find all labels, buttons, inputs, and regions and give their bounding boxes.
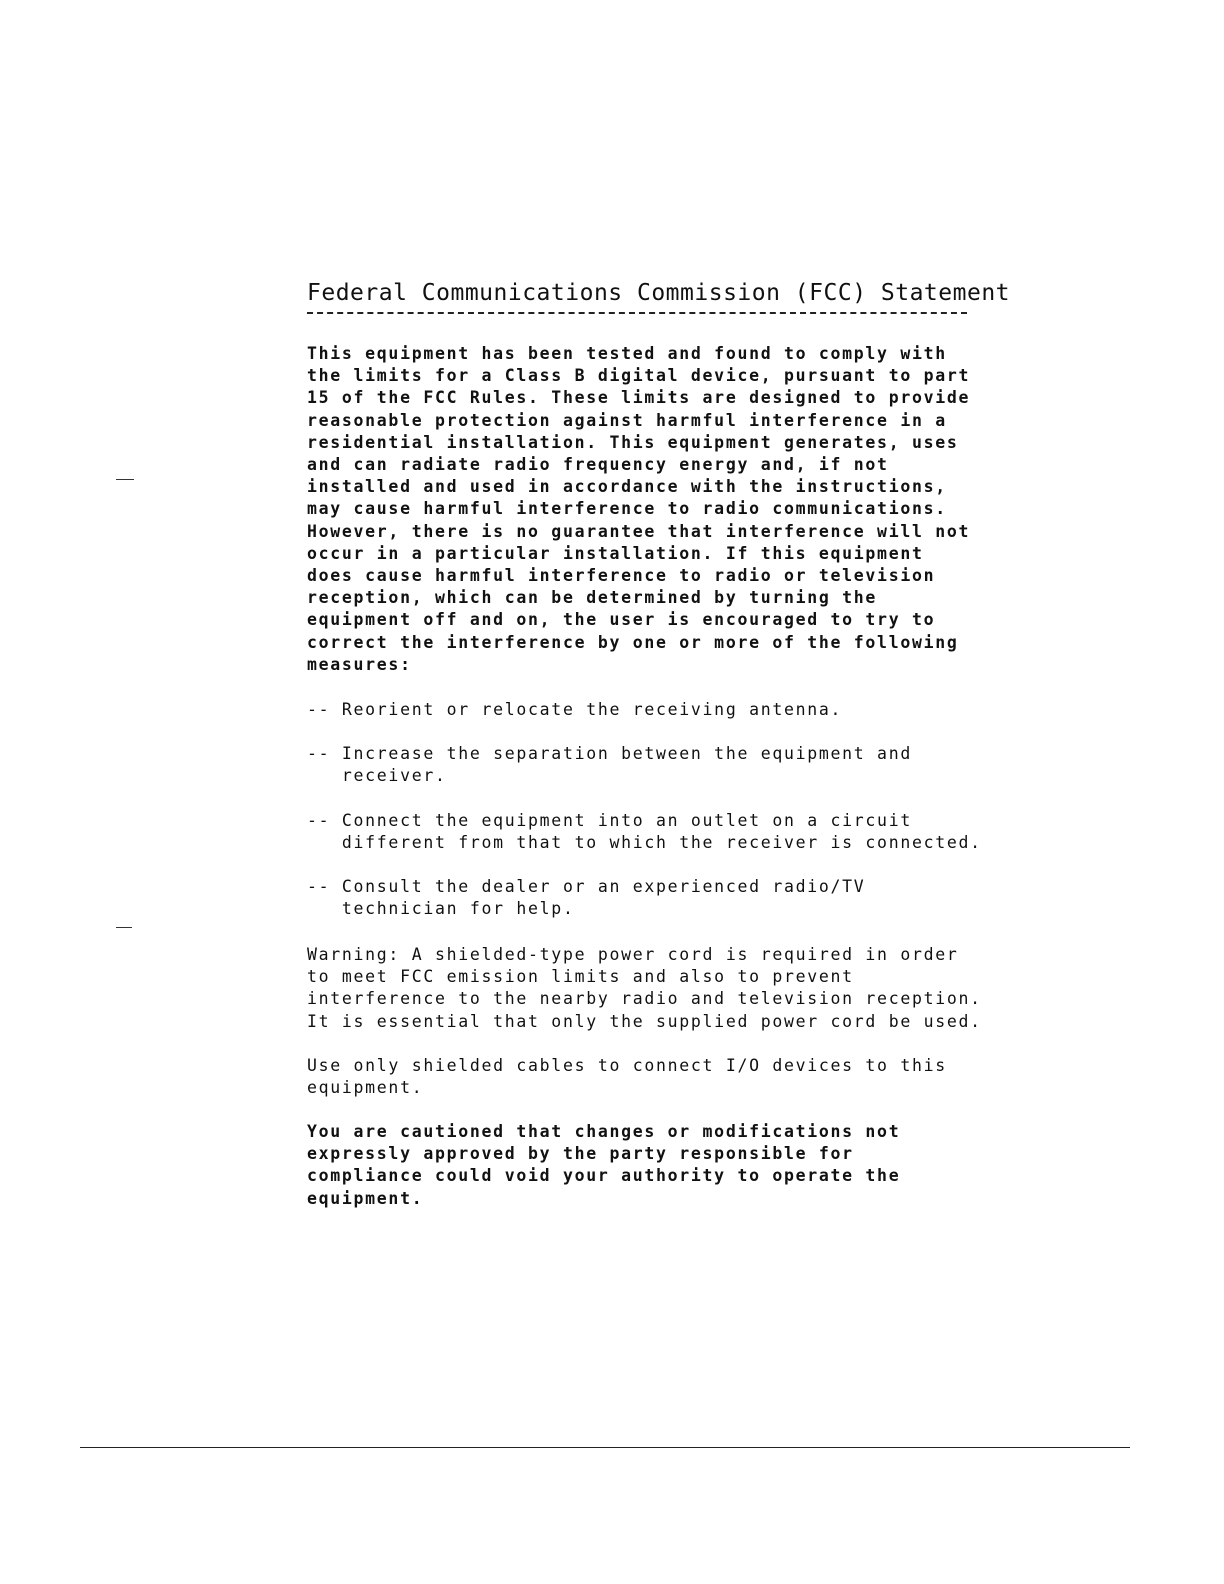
- measure-line: technician for help.: [307, 899, 575, 919]
- caution-line: equipment.: [307, 1188, 424, 1208]
- measure-line: -- Connect the equipment into an outlet on a circuit: [307, 811, 912, 830]
- paragraph-line: may cause harmful interference to radio communications.: [307, 499, 947, 519]
- paragraph-line: 15 of the FCC Rules. These limits are designed to provide: [307, 388, 971, 408]
- bottom-rule: [80, 1447, 1130, 1448]
- paragraph-line: This equipment has been tested and found to comply with: [307, 344, 947, 363]
- cables-paragraph: [307, 1055, 1027, 1099]
- title-underline: [307, 312, 967, 314]
- measure-line: different from that to which the receiver is connected.: [307, 833, 982, 853]
- cables-line: equipment.: [307, 1078, 424, 1098]
- warning-line: Warning: A shielded-type power cord is required in order: [307, 945, 959, 964]
- measure-line: receiver.: [307, 766, 447, 786]
- paragraph-line: measures:: [307, 654, 412, 674]
- page-title: Federal Communications Commission (FCC) Statement: [307, 280, 1011, 306]
- paragraph-line: reception, which can be determined by turning the: [307, 588, 878, 608]
- paragraph-line: does cause harmful interference to radio or television: [307, 566, 936, 586]
- caution-line: You are cautioned that changes or modifications not: [307, 1122, 901, 1141]
- measure-item-separation: [307, 743, 1027, 787]
- paragraph-line: occur in a particular installation. If this equipment: [307, 543, 924, 563]
- compliance-paragraph: [307, 343, 1027, 676]
- margin-tick-mark: [116, 479, 134, 480]
- measure-line: -- Increase the separation between the equipment and: [307, 744, 912, 763]
- caution-line: compliance could void your authority to operate the: [307, 1166, 901, 1186]
- paragraph-line: reasonable protection against harmful interference in a: [307, 410, 947, 430]
- paragraph-line: the limits for a Class B digital device, pursuant to part: [307, 366, 971, 386]
- paragraph-line: equipment off and on, the user is encouraged to try to: [307, 610, 936, 630]
- caution-line: expressly approved by the party responsible for: [307, 1144, 854, 1164]
- paragraph-line: residential installation. This equipment generates, uses: [307, 432, 959, 452]
- paragraph-line: installed and used in accordance with the instructions,: [307, 477, 947, 497]
- measure-item-reorient: [307, 699, 1027, 721]
- paragraph-line: correct the interference by one or more of the following: [307, 632, 959, 652]
- warning-line: It is essential that only the supplied power cord be used.: [307, 1011, 982, 1031]
- margin-tick-mark: [116, 927, 132, 928]
- measure-line: -- Reorient or relocate the receiving antenna.: [307, 700, 843, 719]
- measure-item-outlet: [307, 810, 1027, 854]
- measure-item-consult: [307, 876, 1027, 920]
- measure-line: -- Consult the dealer or an experienced radio/TV: [307, 877, 866, 896]
- paragraph-line: However, there is no guarantee that interference will not: [307, 521, 971, 541]
- cables-line: Use only shielded cables to connect I/O devices to this: [307, 1056, 947, 1075]
- warning-line: interference to the nearby radio and television reception.: [307, 989, 982, 1009]
- warning-paragraph: [307, 944, 1027, 1033]
- caution-paragraph: [307, 1121, 1027, 1210]
- warning-line: to meet FCC emission limits and also to prevent: [307, 967, 854, 987]
- paragraph-line: and can radiate radio frequency energy and, if not: [307, 455, 889, 475]
